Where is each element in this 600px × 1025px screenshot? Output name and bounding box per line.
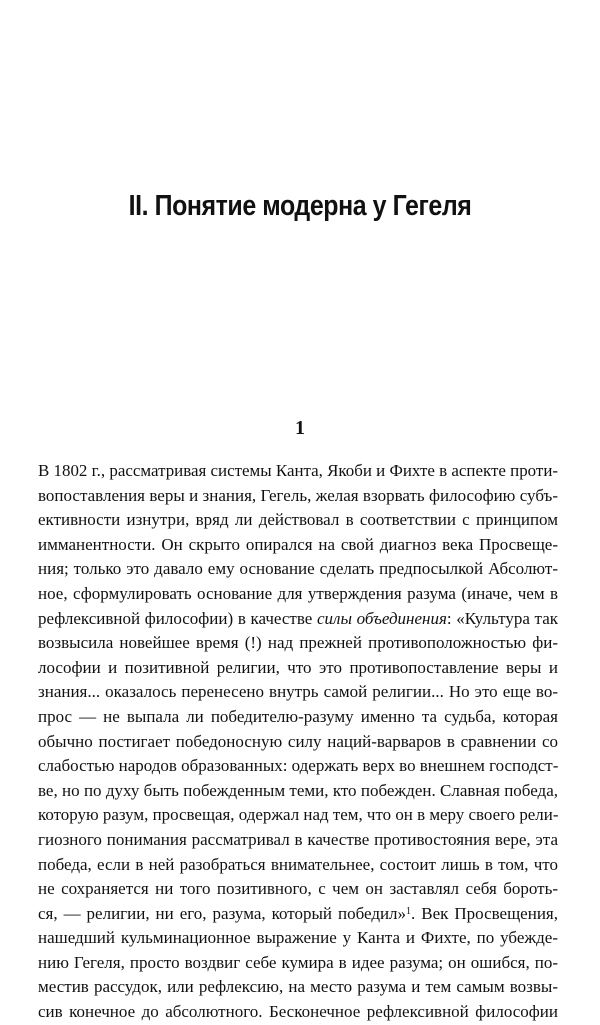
text-line <box>38 680 558 705</box>
emphasis-text: силы объединения <box>316 608 447 628</box>
text-line <box>38 877 558 902</box>
text-run: прос — не выпала ли победителю-разуму именно та судьба, которая <box>38 706 558 726</box>
text-run: которую разум, просвещая, одержал над тем, что он в меру своего рели- <box>38 805 559 825</box>
text-run: победа, если в ней разобраться внимательнее, состоит лишь в том, что <box>38 854 558 874</box>
text-line <box>38 926 558 951</box>
text-line <box>38 582 558 607</box>
text-run: гиозного понимания рассматривал в качестве противостояния вере, эта <box>38 829 558 849</box>
text-run: обычно постигает победоносную силу наций-варваров в сравнении со <box>38 731 558 751</box>
text-line <box>38 779 558 804</box>
text-run: нашедший кульминационное выражение у Канта и Фихте, по убежде- <box>38 928 558 948</box>
text-line <box>38 533 558 558</box>
text-run: возвысила новейшее время (!) над прежней противоположностью фи- <box>38 633 558 653</box>
text-run: сив конечное до абсолютного. Бесконечное рефлексивной философии <box>38 1002 558 1022</box>
text-run: имманентности. Он скрыто опирался на свой диагноз века Просвеще- <box>38 534 558 554</box>
text-line <box>38 656 558 681</box>
text-line <box>38 484 558 509</box>
text-line <box>38 803 558 828</box>
text-run: ся, — религии, ни его, разума, который победил» <box>38 903 407 923</box>
text-run: лософии и позитивной религии, что это противопоставление веры и <box>38 657 558 677</box>
section-number: 1 <box>295 417 305 439</box>
text-run: : «Культура так <box>446 608 558 628</box>
text-run: не сохраняется ни того позитивного, с чем он заставлял себя бороть- <box>38 879 558 899</box>
text-run: нию Гегеля, просто воздвиг себе кумира в идее разума; он ошибся, по- <box>38 952 558 972</box>
text-run: ективности изнутри, вряд ли действовал в соответствии с принципом <box>38 510 558 530</box>
text-line <box>38 902 558 927</box>
text-run: местив рассудок, или рефлексию, на место разума и тем самым возвы- <box>38 977 558 997</box>
text-line <box>38 557 558 582</box>
text-run: ния; только это давало ему основание сделать предпосылкой Абсолют- <box>38 559 558 579</box>
text-line <box>38 1000 558 1025</box>
text-run: . Век Просвещения, <box>411 903 558 923</box>
text-run: ное, сформулировать основание для утверждения разума (иначе, чем в <box>38 583 558 603</box>
text-line <box>38 828 558 853</box>
text-run: В 1802 г., рассматривая системы Канта, Якоби и Фихте в аспекте проти- <box>38 461 559 480</box>
body-paragraph <box>38 459 558 1025</box>
text-line <box>38 607 558 632</box>
text-line <box>38 730 558 755</box>
text-run: вопоставления веры и знания, Гегель, желая взорвать философию субъ- <box>38 485 558 505</box>
text-line <box>38 459 558 484</box>
text-line <box>38 754 558 779</box>
text-run: знания... оказалось перенесено внутрь самой религии... Но это еще во- <box>38 682 558 702</box>
text-line <box>38 705 558 730</box>
text-run: рефлексивной философии) в качестве <box>38 608 317 628</box>
text-line <box>38 951 558 976</box>
text-run: слабостью народов образованных: одержать верх во внешнем господст- <box>38 756 559 776</box>
text-line <box>38 853 558 878</box>
chapter-title: II. Понятие модерна у Гегеля <box>128 190 472 222</box>
text-line <box>38 631 558 656</box>
text-line <box>38 975 558 1000</box>
text-line <box>38 508 558 533</box>
footnote-marker: 1 <box>406 905 412 917</box>
text-run: ве, но по духу быть побежденным теми, кто побежден. Славная победа, <box>38 780 558 800</box>
